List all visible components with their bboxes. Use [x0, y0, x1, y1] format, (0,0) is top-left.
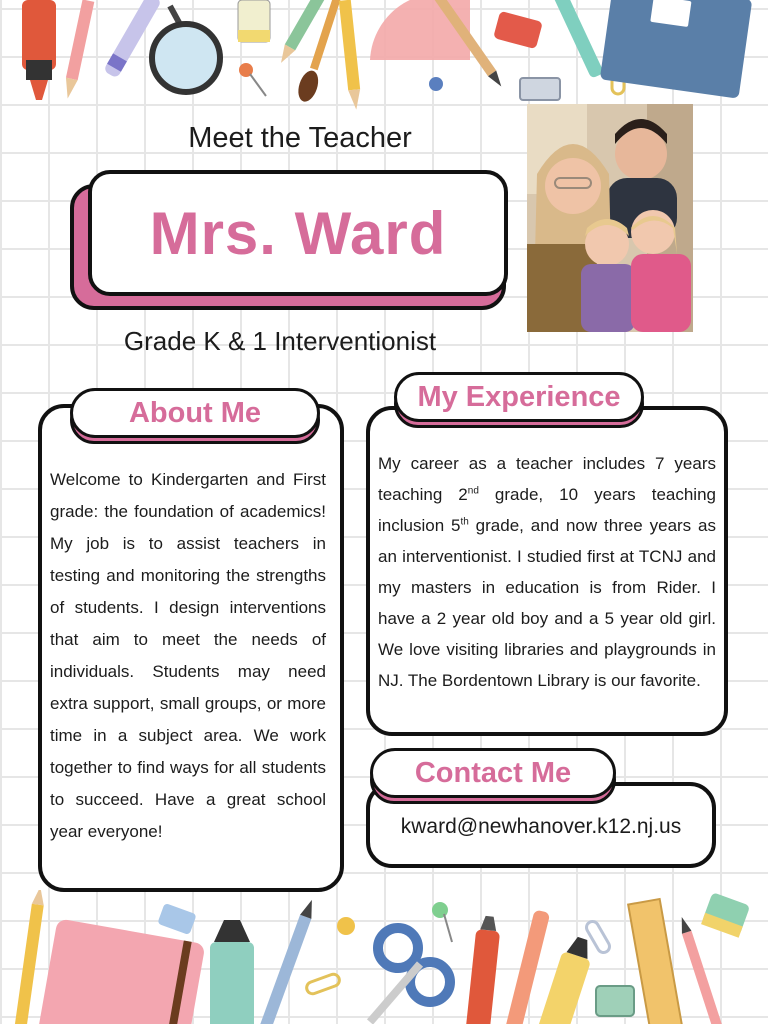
paper-clip-icon	[584, 919, 611, 954]
thumbtack-icon	[337, 917, 355, 935]
ruler-icon	[628, 899, 684, 1024]
teacher-name: Mrs. Ward	[149, 199, 447, 267]
push-pin-icon	[432, 902, 452, 942]
red-marker-icon	[465, 915, 502, 1024]
meet-the-teacher-subtitle: Meet the Teacher	[188, 122, 412, 154]
marker-icon	[22, 0, 56, 100]
stationery-decoration-bottom	[0, 890, 768, 1024]
pencil-icon	[62, 0, 95, 100]
scissors-icon	[370, 928, 450, 1022]
pencil-icon	[14, 890, 46, 1024]
eraser-icon	[157, 903, 196, 935]
contact-email-link[interactable]: kward@newhanover.k12.nj.us	[400, 815, 682, 838]
yellow-highlighter-icon	[535, 934, 597, 1024]
binder-clip-icon	[596, 986, 634, 1016]
notebook-icon	[37, 918, 206, 1024]
magnifier-icon	[152, 6, 220, 92]
pen-icon	[503, 909, 550, 1024]
about-me-text: Welcome to Kindergarten and First grade: the foundation of academics! My job is to assist teachers in testing and monitoring the strengths of students. I design interventions that aim to meet the needs of individuals. Students may need extra support, small groups, or more time in a subject area. We work together to find ways for all students to succeed. Have a great school year everyone!	[50, 470, 326, 841]
teacher-name-card	[70, 170, 508, 310]
experience-heading: My Experience	[417, 380, 621, 413]
experience-tab	[394, 372, 644, 422]
stationery-decoration-top	[0, 0, 768, 110]
teal-pen-icon	[549, 0, 604, 79]
contact-tab	[370, 748, 616, 798]
family-photo	[527, 104, 693, 332]
contact-heading: Contact Me	[414, 756, 572, 789]
blue-pencil-icon	[259, 898, 317, 1024]
about-me-tab	[70, 388, 320, 438]
binder-clip-icon	[520, 78, 560, 100]
about-me-heading: About Me	[128, 396, 262, 429]
glue-stick-icon	[238, 0, 270, 42]
thumbtack-icon	[429, 77, 443, 91]
highlighter-icon	[210, 920, 254, 1024]
teacher-role: Grade K & 1 Interventionist	[123, 326, 437, 356]
about-me-box	[38, 404, 344, 892]
experience-box	[366, 406, 728, 736]
eraser-icon	[701, 892, 750, 938]
yellow-pencil-icon	[339, 0, 362, 110]
push-pin-icon	[239, 63, 266, 96]
protractor-icon	[370, 0, 470, 60]
sharpener-icon	[493, 11, 543, 49]
pencil-icon	[677, 916, 725, 1024]
experience-text: My career as a teacher includes 7 years teaching 2nd grade, 10 years teaching inclusion 5th grade, and now three years as an interventionist. I studied first at TCNJ and my masters in education is from Rider. I have a 2 year old boy and a 5 year old girl. We love visiting libraries and playgrounds in NJ. The Bordentown Library is our favorite.	[378, 454, 716, 690]
paper-clip-icon	[305, 973, 341, 996]
